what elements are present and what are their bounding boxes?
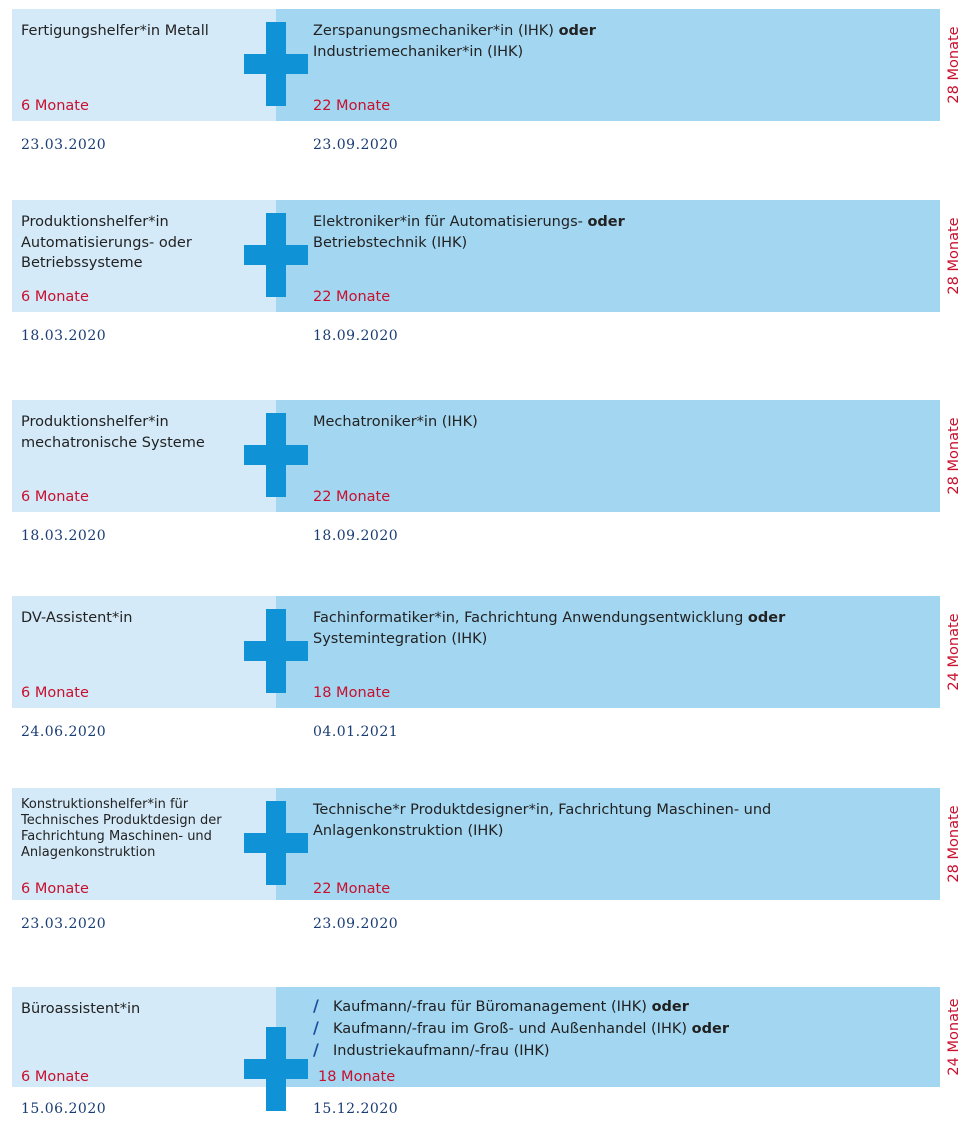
apprenticeship-panel	[276, 400, 940, 512]
helper-duration: 6 Monate	[21, 685, 89, 701]
helper-training-panel	[12, 400, 276, 512]
apprenticeship-start-date: 04.01.2021	[313, 724, 399, 740]
helper-training-panel	[12, 596, 276, 708]
apprenticeship-start-date: 23.09.2020	[313, 916, 399, 932]
helper-training-panel	[12, 987, 276, 1087]
program-block	[0, 987, 971, 1147]
plus-icon	[244, 213, 308, 297]
apprenticeship-title: Mechatroniker*in (IHK)	[313, 414, 478, 430]
apprenticeship-panel	[276, 9, 940, 121]
apprenticeship-title: Elektroniker*in für Automatisierungs- oder Betriebstechnik (IHK)	[313, 214, 625, 251]
helper-start-date: 18.03.2020	[21, 328, 107, 344]
program-block	[0, 200, 971, 360]
slash-bullet-icon: /	[313, 996, 319, 1015]
apprenticeship-title: Zerspanungsmechaniker*in (IHK) oder Industriemechaniker*in (IHK)	[313, 23, 596, 60]
list-item: / Kaufmann/-frau für Büromanagement (IHK) oder	[313, 996, 689, 1015]
apprenticeship-duration: 18 Monate	[313, 685, 391, 701]
helper-training-panel	[12, 788, 276, 900]
helper-training-title: DV-Assistent*in	[21, 610, 133, 626]
helper-training-title: Produktionshelfer*in mechatronische Systeme	[21, 414, 205, 451]
helper-duration: 6 Monate	[21, 489, 89, 505]
program-block	[0, 788, 971, 948]
total-duration: 28 Monate	[946, 217, 962, 295]
helper-start-date: 23.03.2020	[21, 137, 107, 153]
total-duration: 28 Monate	[946, 417, 962, 495]
helper-training-title: Konstruktionshelfer*in für Technisches Produktdesign der Fachrichtung Maschinen- und Anlagenkonstruktion	[21, 797, 222, 860]
total-duration: 24 Monate	[946, 998, 962, 1076]
helper-training-title: Büroassistent*in	[21, 1001, 141, 1017]
apprenticeship-start-date: 18.09.2020	[313, 328, 399, 344]
apprenticeship-duration: 22 Monate	[313, 881, 391, 897]
plus-icon	[244, 801, 308, 885]
helper-duration: 6 Monate	[21, 289, 89, 305]
total-duration: 28 Monate	[946, 805, 962, 883]
apprenticeship-duration: 22 Monate	[313, 489, 391, 505]
apprenticeship-start-date: 23.09.2020	[313, 137, 399, 153]
apprenticeship-panel	[276, 987, 940, 1087]
apprenticeship-duration: 18 Monate	[318, 1069, 396, 1085]
apprenticeship-duration: 22 Monate	[313, 98, 391, 114]
slash-bullet-icon: /	[313, 1040, 319, 1059]
slash-bullet-icon: /	[313, 1018, 319, 1037]
helper-training-title: Fertigungshelfer*in Metall	[21, 23, 209, 39]
helper-duration: 6 Monate	[21, 1069, 89, 1085]
program-block	[0, 400, 971, 560]
apprenticeship-panel	[276, 788, 940, 900]
apprenticeship-title: Technische*r Produktdesigner*in, Fachrichtung Maschinen- und Anlagenkonstruktion (IHK)	[313, 802, 772, 839]
apprenticeship-start-date: 18.09.2020	[313, 528, 399, 544]
apprenticeship-title: Fachinformatiker*in, Fachrichtung Anwendungsentwicklung oder Systemintegration (IHK)	[313, 610, 786, 647]
plus-icon	[244, 22, 308, 106]
helper-duration: 6 Monate	[21, 98, 89, 114]
helper-training-panel	[12, 200, 276, 312]
helper-training-panel	[12, 9, 276, 121]
total-duration: 28 Monate	[946, 26, 962, 104]
helper-duration: 6 Monate	[21, 881, 89, 897]
plus-icon	[244, 413, 308, 497]
program-block	[0, 596, 971, 756]
helper-start-date: 24.06.2020	[21, 724, 107, 740]
apprenticeship-panel	[276, 596, 940, 708]
apprenticeship-duration: 22 Monate	[313, 289, 391, 305]
helper-start-date: 18.03.2020	[21, 528, 107, 544]
total-duration: 24 Monate	[946, 613, 962, 691]
list-item: / Industriekaufmann/-frau (IHK)	[313, 1040, 550, 1059]
helper-start-date: 23.03.2020	[21, 916, 107, 932]
helper-start-date: 15.06.2020	[21, 1101, 107, 1117]
list-item: / Kaufmann/-frau im Groß- und Außenhandel (IHK) oder	[313, 1018, 729, 1037]
apprenticeship-start-date: 15.12.2020	[313, 1101, 399, 1117]
program-block	[0, 9, 971, 169]
apprenticeship-options-list	[313, 995, 729, 1061]
plus-icon	[244, 1027, 308, 1111]
plus-icon	[244, 609, 308, 693]
apprenticeship-panel	[276, 200, 940, 312]
helper-training-title: Produktionshelfer*in Automatisierungs- oder Betriebssysteme	[21, 214, 192, 271]
